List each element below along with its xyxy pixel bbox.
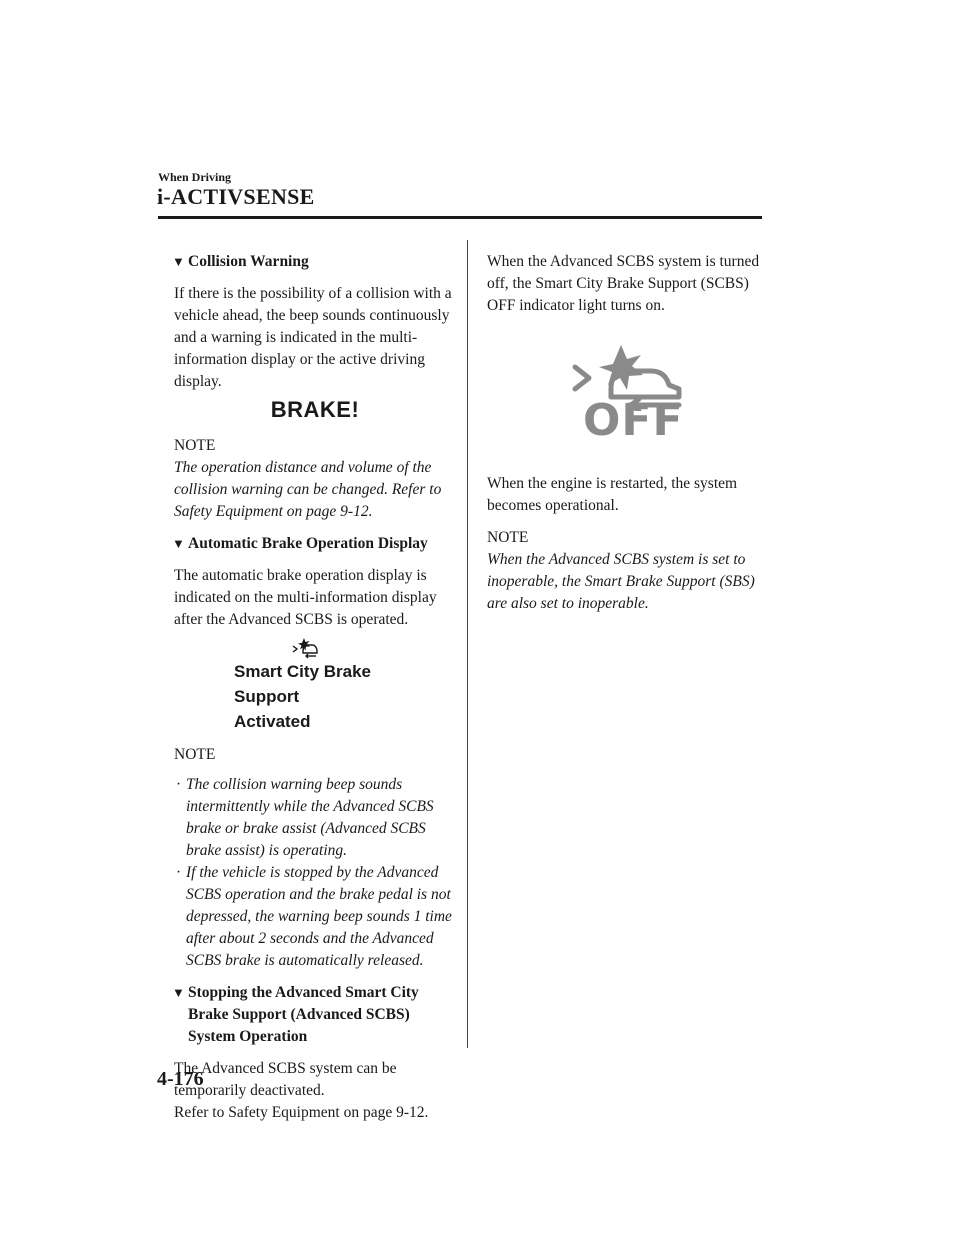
note-label: NOTE: [174, 437, 216, 454]
left-column: [174, 251, 456, 1124]
section-marker: ▼: [172, 536, 185, 551]
brake-warning-display: BRAKE!: [270, 397, 360, 422]
collision-warning-note: The operation distance and volume of the collision warning can be changed. Refer to Safety Equipment on page 9-12.: [174, 459, 442, 520]
heading-text: Automatic Brake Operation Display: [188, 535, 428, 552]
list-item: [174, 774, 456, 862]
scb-display-line-2: Support: [234, 687, 300, 706]
collision-warning-heading: [172, 251, 456, 273]
note-item-text: The collision warning beep sounds intermittently while the Advanced SCBS brake or brake assist (Advanced SCBS brake assist) is operating.: [186, 776, 434, 859]
page-number: 4-176: [157, 1068, 204, 1090]
heading-text: Collision Warning: [188, 253, 309, 270]
column-divider: [467, 240, 468, 1048]
engine-restart-body: When the engine is restarted, the system becomes operational.: [487, 475, 738, 514]
stopping-operation-heading: [172, 982, 456, 1048]
heading-text: Stopping the Advanced Smart City Brake Support (Advanced SCBS) System Operation: [188, 984, 419, 1045]
section-label: When Driving: [158, 170, 232, 184]
right-column: [487, 251, 767, 625]
bullet: ·: [176, 864, 182, 881]
scb-display-line-1: Smart City Brake: [234, 662, 372, 681]
stopping-operation-reference: Refer to Safety Equipment on page 9-12.: [174, 1104, 429, 1121]
list-item: [174, 862, 456, 972]
scbs-off-indicator: [569, 345, 699, 455]
automatic-brake-display-heading: [172, 533, 456, 555]
stopping-operation-body: The Advanced SCBS system can be temporarily deactivated.: [174, 1060, 397, 1099]
automatic-brake-display-body: The automatic brake operation display is indicated on the multi-information display after the Advanced SCBS is operated.: [174, 567, 437, 628]
smart-city-brake-display: [234, 637, 456, 734]
off-label: OFF: [583, 395, 684, 446]
collision-brake-icon: [290, 637, 320, 659]
note-item-text: If the vehicle is stopped by the Advanced SCBS operation and the brake pedal is not depressed, the warning beep sounds 1 time after about 2 seconds and the Advanced SCBS brake is automatically released.: [186, 864, 452, 969]
chapter-title: i-ACTIVSENSE: [157, 184, 315, 209]
note-label: NOTE: [487, 529, 529, 546]
collision-warning-body: If there is the possibility of a collision with a vehicle ahead, the beep sounds continuously and a warning is indicated in the multi-information display or the active driving display.: [174, 285, 452, 390]
note-list: [174, 774, 456, 972]
header-rule: [158, 216, 762, 219]
scbs-off-body: When the Advanced SCBS system is turned off, the Smart City Brake Support (SCBS) OFF indicator light turns on.: [487, 253, 760, 314]
scb-display-line-3: Activated: [234, 712, 311, 731]
note-label: NOTE: [174, 746, 216, 763]
section-marker: ▼: [172, 254, 185, 269]
bullet: ·: [176, 776, 182, 793]
section-marker: ▼: [172, 985, 185, 1000]
right-note-text: When the Advanced SCBS system is set to inoperable, the Smart Brake Support (SBS) are also set to inoperable.: [487, 551, 755, 612]
